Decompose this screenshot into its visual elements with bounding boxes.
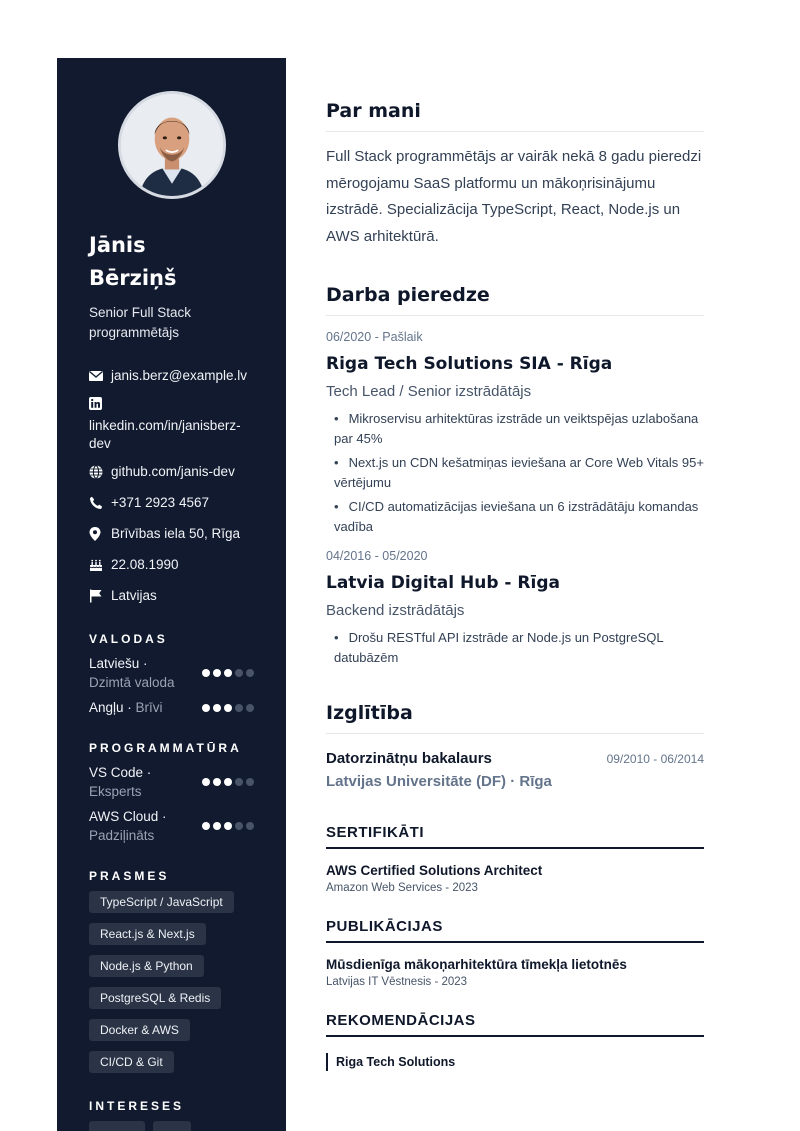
recommendations-section	[326, 1012, 704, 1071]
contact-linkedin[interactable]: linkedin.com/in/janisberz-dev	[89, 397, 254, 453]
publications-section	[326, 918, 704, 988]
contact-address: Brīvības iela 50, Rīga	[89, 525, 254, 546]
interest-tag	[89, 1121, 145, 1131]
education-section	[326, 702, 704, 790]
contact-github[interactable]: github.com/janis-dev	[89, 463, 254, 484]
education-date: 09/2010 - 06/2014	[606, 752, 704, 766]
level-dots	[202, 669, 254, 677]
experience-heading: Darba pieredze	[326, 284, 704, 316]
contact-list	[89, 367, 254, 608]
software-item: VS Code · Eksperts	[89, 763, 254, 801]
skill-tag: Node.js & Python	[89, 955, 204, 977]
job-bullets	[334, 409, 704, 537]
experience-section	[326, 284, 704, 668]
language-item: Latviešu · Dzimtā valoda	[89, 654, 254, 692]
software-heading: PROGRAMMATŪRA	[89, 741, 242, 755]
job-date: 04/2016 - 05/2020	[326, 549, 428, 563]
about-section	[326, 100, 704, 250]
languages-heading: VALODAS	[89, 632, 168, 646]
contact-phone[interactable]: +371 2923 4567	[89, 494, 254, 515]
contact-birthdate: 22.08.1990	[89, 556, 254, 577]
name-line-2: Bērziņš	[89, 266, 177, 290]
job-entry	[326, 549, 704, 668]
about-heading: Par mani	[326, 100, 704, 132]
job-date: 06/2020 - Pašlaik	[326, 330, 423, 344]
job-bullets	[334, 628, 704, 668]
map-pin-icon	[89, 527, 103, 546]
skill-tag: React.js & Next.js	[89, 923, 206, 945]
education-school: Latvijas Universitāte (DF) · Rīga	[326, 773, 552, 790]
certificates-heading: SERTIFIKĀTI	[326, 824, 704, 849]
globe-icon	[89, 465, 103, 484]
name-line-1: Jānis	[89, 233, 146, 257]
birthday-cake-icon	[89, 558, 103, 577]
job-bullet: • Drošu RESTful API izstrāde ar Node.js un PostgreSQL datubāzēm	[334, 628, 704, 668]
job-title: Senior Full Stack programmētājs	[89, 305, 192, 340]
certificates-section	[326, 824, 704, 894]
skill-tag: PostgreSQL & Redis	[89, 987, 221, 1009]
publication-title: Mūsdienīga mākoņarhitektūra tīmekļa lietotnēs	[326, 957, 627, 972]
sidebar	[57, 58, 286, 1131]
about-text: Full Stack programmētājs ar vairāk nekā 8 gadu pieredzi mērogojamu SaaS platformu un mākoņrisinājumu izstrādē. Specializācija TypeScript, React, Node.js un AWS arhitektūrā.	[326, 148, 702, 245]
job-bullet: • Next.js un CDN kešatmiņas ieviešana ar Core Web Vitals 95+ vērtējumu	[334, 453, 704, 493]
publication-source: Latvijas IT Vēstnesis - 2023	[326, 976, 468, 988]
job-company: Riga Tech Solutions SIA - Rīga	[326, 354, 613, 374]
job-role: Tech Lead / Senior izstrādātājs	[326, 383, 532, 400]
job-entry	[326, 330, 704, 537]
skill-tag: CI/CD & Git	[89, 1051, 174, 1073]
interest-tags	[89, 1121, 254, 1131]
skill-tag: TypeScript / JavaScript	[89, 891, 234, 913]
candidate-name	[89, 229, 254, 295]
interests-heading: INTERESES	[89, 1099, 185, 1113]
level-dots	[202, 778, 254, 786]
certificate-title: AWS Certified Solutions Architect	[326, 863, 543, 878]
phone-icon	[89, 496, 103, 515]
job-bullet: • Mikroservisu arhitektūras izstrāde un veiktspējas uzlabošana par 45%	[334, 409, 704, 449]
interest-tag	[153, 1121, 191, 1131]
software-item: AWS Cloud · Padziļināts	[89, 807, 254, 845]
contact-email[interactable]: janis.berz@example.lv	[89, 367, 254, 387]
contact-nationality: Latvijas	[89, 587, 254, 608]
level-dots	[202, 704, 254, 712]
linkedin-icon	[89, 397, 103, 415]
main-content	[326, 100, 704, 1071]
envelope-icon	[89, 369, 103, 387]
skill-tags	[89, 891, 254, 1073]
certificate-issuer: Amazon Web Services - 2023	[326, 882, 478, 894]
language-item: Angļu · Brīvi	[89, 698, 254, 717]
avatar	[118, 91, 226, 199]
level-dots	[202, 822, 254, 830]
education-heading: Izglītība	[326, 702, 704, 734]
recommendation-item: Riga Tech Solutions	[326, 1053, 704, 1071]
job-company: Latvia Digital Hub - Rīga	[326, 573, 560, 593]
profile-photo	[121, 94, 223, 196]
job-role: Backend izstrādātājs	[326, 602, 465, 619]
skill-tag: Docker & AWS	[89, 1019, 190, 1041]
job-bullet: • CI/CD automatizācijas ieviešana un 6 izstrādātāju komandas vadība	[334, 497, 704, 537]
skills-heading: PRASMES	[89, 869, 170, 883]
flag-icon	[89, 589, 103, 608]
education-degree: Datorzinātņu bakalaurs	[326, 750, 492, 767]
recommendations-heading: REKOMENDĀCIJAS	[326, 1012, 704, 1037]
publications-heading: PUBLIKĀCIJAS	[326, 918, 704, 943]
